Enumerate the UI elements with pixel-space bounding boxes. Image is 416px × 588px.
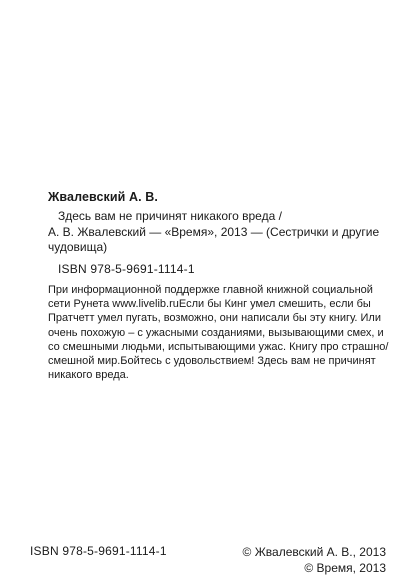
bibliographic-entry (48, 209, 388, 256)
author-heading: Жвалевский А. В. (48, 190, 158, 204)
annotation-line: смешной мир.Бойтесь с удовольствием! Здесь вам не причинят (48, 355, 376, 368)
bib-line-publisher: А. В. Жвалевский — «Время», 2013 — (Сестрички и другие (48, 224, 380, 239)
copyright-publisher: © Время, 2013 (304, 561, 386, 575)
annotation-line: При информационной поддержке главной книжной социальной (48, 284, 373, 296)
annotation-line: со смешными людьми, испытывающими ужас. Книгу про страшно/ (48, 340, 389, 353)
annotation-line: сети Рунета www.livelib.ruЕсли бы Кинг умел смешить, если бы (48, 298, 371, 311)
bib-line-series: чудовища) (48, 240, 108, 254)
annotation-line: Пратчетт умел пугать, возможно, они написали бы эту книгу. Или (48, 312, 381, 325)
copyright-author: © Жвалевский А. В., 2013 (242, 545, 386, 559)
copyright-notices (243, 544, 386, 576)
isbn-bottom: ISBN 978-5-9691-1114-1 (30, 544, 167, 558)
annotation-line: никакого вреда. (48, 369, 129, 382)
annotation-line: очень похожую – с ужасными созданиями, вызывающими смех, и (48, 326, 384, 339)
annotation (48, 283, 388, 382)
isbn-main: ISBN 978-5-9691-1114-1 (58, 262, 195, 276)
bib-line-title: Здесь вам не причинят никакого вреда / (58, 209, 282, 223)
